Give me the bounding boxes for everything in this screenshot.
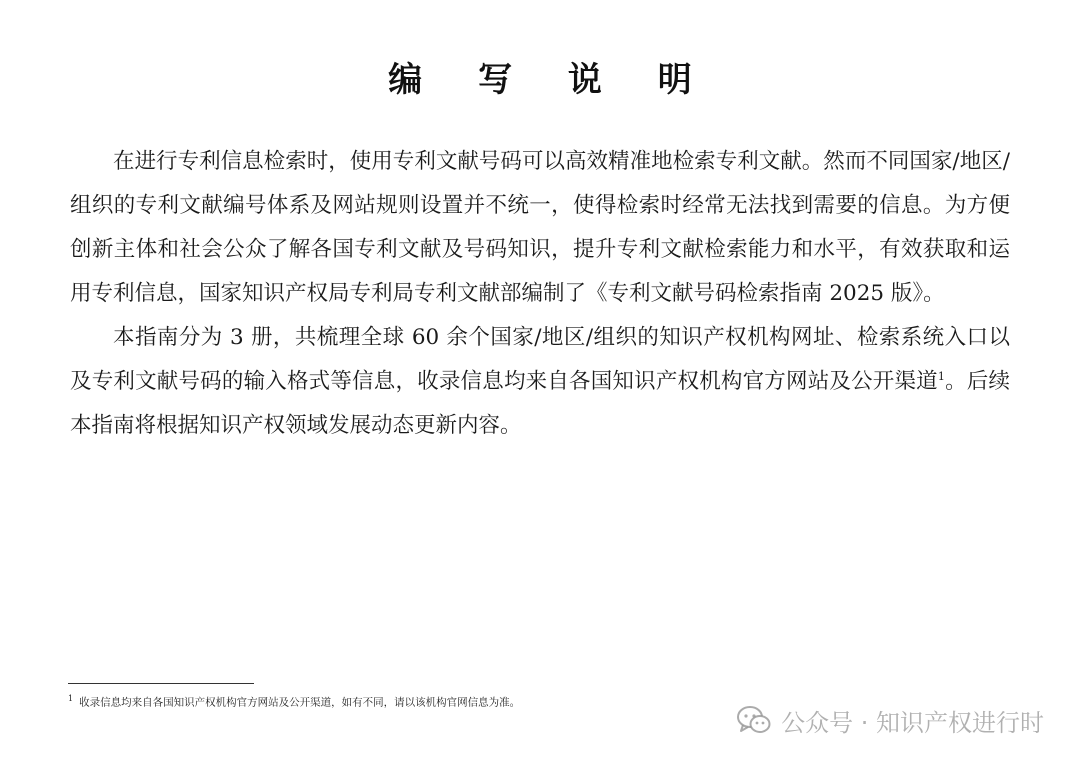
footnote — [68, 691, 520, 711]
paragraph-scope — [70, 316, 1010, 448]
watermark — [737, 702, 1044, 738]
footnote-divider — [68, 683, 254, 684]
body-text — [70, 140, 1010, 448]
footnote-number: 1 — [68, 694, 74, 703]
paragraph-intro: 在进行专利信息检索时，使用专利文献号码可以高效精准地检索专利文献。然而不同国家/地区/组织的专利文献编号体系及网站规则设置并不统一，使得检索时经常无法找到需要的信息。为方便创新主体和社会公众了解各国专利文献及号码知识，提升专利文献检索能力和水平，有效获取和运用专利信息，国家知识产权局专利局专利文献部编制了《专利文献号码检索指南 2025 版》。 — [70, 149, 1010, 306]
watermark-text: 公众号 · 知识产权进行时 — [781, 708, 1044, 737]
footnote-reference[interactable]: 1 — [937, 369, 945, 383]
wechat-icon — [737, 705, 771, 735]
paragraph-scope-text: 本指南分为 3 册，共梳理全球 60 余个国家/地区/组织的知识产权机构网址、检索系统入口以及专利文献号码的输入格式等信息，收录信息均来自各国知识产权机构官方网站及公开渠道 — [70, 325, 1010, 394]
page-title: 编 写 说 明 — [388, 60, 714, 100]
paragraph-scope-text-end: 。后续本指南将根据知识产权领域发展动态更新内容。 — [70, 369, 1010, 438]
footnote-text: 收录信息均来自各国知识产权机构官方网站及公开渠道，如有不同，请以该机构官网信息为准。 — [79, 696, 521, 709]
